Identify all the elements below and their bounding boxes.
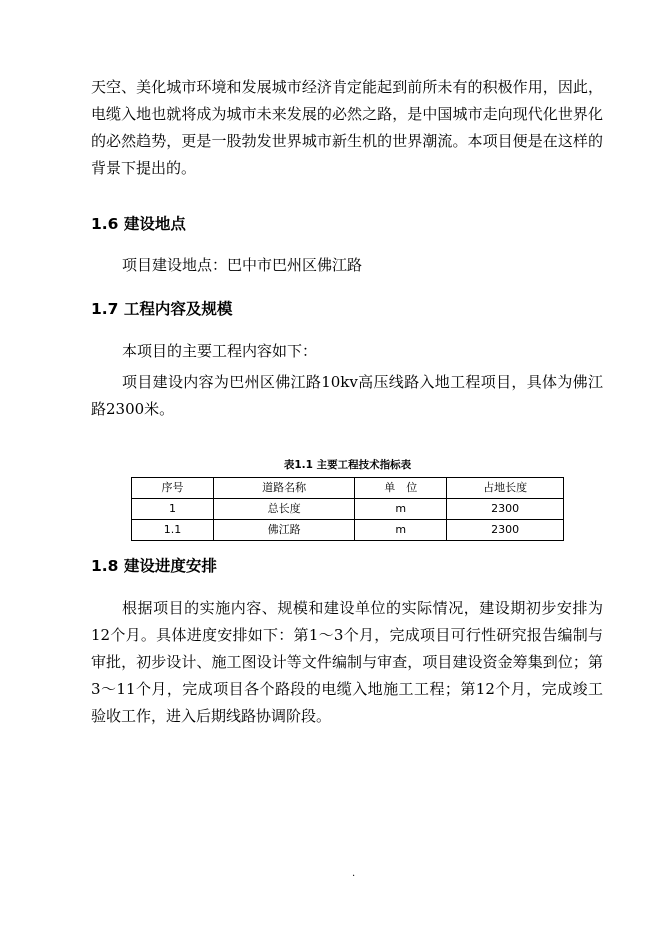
schedule-paragraph: 根据项目的实施内容、规模和建设单位的实际情况，建设期初步安排为12个月。具体进度安排如下：第1～3个月，完成项目可行性研究报告编制与审批，初步设计、施工图设计等文件编制与审查，项目建设资金筹集到位；第3～11个月，完成项目各个路段的电缆入地施工工程；第12个月，完成竣工验收工作，进入后期线路协调阶段。 [91,599,603,725]
section-heading-schedule: 1.8 建设进度安排 [91,557,217,575]
column-header-index: 序号 [132,478,214,499]
intro-continuation-paragraph: 天空、美化城市环境和发展城市经济肯定能起到前所未有的积极作用，因此，电缆入地也就将成为城市未来发展的必然之路，是中国城市走向现代化世界化的必然趋势，更是一股勃发世界城市新生机的世界潮流。本项目便是在这样的背景下提出的。 [91,78,603,177]
table-cell-road-name: 总长度 [214,499,355,520]
table-cell-unit: m [355,499,447,520]
column-header-length: 占地长度 [447,478,564,499]
column-header-unit: 单 位 [355,478,447,499]
table-cell-length: 2300 [447,499,564,520]
section-heading-content: 1.7 工程内容及规模 [91,300,233,318]
section-heading-location: 1.6 建设地点 [91,215,186,233]
column-header-road-name: 道路名称 [214,478,355,499]
table-cell-road-name: 佛江路 [214,520,355,541]
table-cell-unit: m [355,520,447,541]
table-caption: 表1.1 主要工程技术指标表 [283,459,412,471]
table-row [132,499,564,520]
table-cell-index: 1.1 [132,520,214,541]
content-detail-paragraph: 项目建设内容为巴州区佛江路10kv高压线路入地工程项目，具体为佛江路2300米。 [91,373,603,418]
footer-mark: . [352,868,356,879]
technical-indicators-table [131,477,564,541]
table-row [132,520,564,541]
location-paragraph: 项目建设地点：巴中市巴州区佛江路 [122,256,363,274]
table-cell-index: 1 [132,499,214,520]
table-header-row [132,478,564,499]
table-cell-length: 2300 [447,520,564,541]
content-intro-paragraph: 本项目的主要工程内容如下： [122,342,318,360]
